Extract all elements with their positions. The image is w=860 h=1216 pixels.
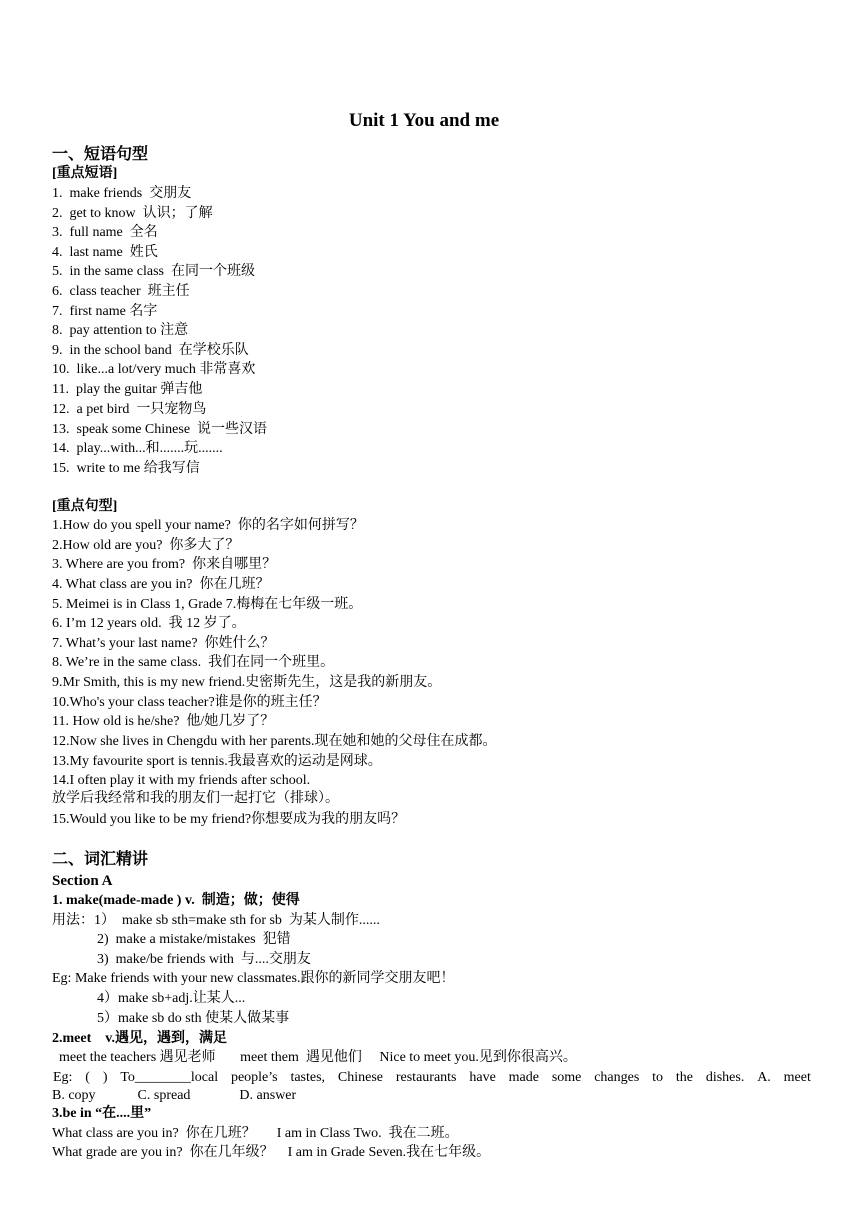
sentence-item: 2.How old are you? 你多大了？ bbox=[52, 538, 240, 553]
question-word: A. bbox=[757, 1070, 771, 1085]
sentence-item: 8. We’re in the same class. 我们在同一个班里。 bbox=[52, 655, 335, 670]
entry-be-in-example: What class are you in? 你在几班？ I am in Class Two. 我在二班。 bbox=[52, 1126, 459, 1141]
sentence-item: 10.Who's your class teacher?谁是你的班主任？ bbox=[52, 695, 327, 710]
question-word: people’s bbox=[230, 1070, 278, 1085]
sentence-item: 15.Would you like to be my friend?你想要成为我的朋友吗？ bbox=[52, 812, 406, 827]
sentence-item: 13.My favourite sport is tennis.我最喜欢的运动是网球。 bbox=[52, 754, 382, 769]
question-word: To________local bbox=[120, 1070, 219, 1085]
phrase-item: 10. like...a lot/very much 非常喜欢 bbox=[52, 362, 256, 377]
question-word: made bbox=[508, 1070, 539, 1085]
question-word: ) bbox=[102, 1070, 108, 1085]
phrase-item: 5. in the same class 在同一个班级 bbox=[52, 264, 255, 279]
phrase-item: 14. play...with...和.......玩....... bbox=[52, 441, 223, 456]
sentence-item: 14.I often play it with my friends after school. bbox=[52, 773, 311, 788]
entry-make-title: 1. make(made-made ) v. 制造；做；使得 bbox=[52, 893, 300, 908]
question-word: ( bbox=[85, 1070, 90, 1085]
phrase-item: 2. get to know 认识；了解 bbox=[52, 206, 213, 221]
phrase-item: 8. pay attention to 注意 bbox=[52, 323, 189, 338]
key-phrases-heading: [重点短语] bbox=[52, 166, 118, 181]
phrase-item: 15. write to me 给我写信 bbox=[52, 461, 200, 476]
entry-meet-examples: meet the teachers 遇见老师 meet them 遇见他们 Nice to meet you.见到你很高兴。 bbox=[52, 1050, 577, 1065]
entry-meet-title: 2.meet v.遇见，遇到，满足 bbox=[52, 1031, 227, 1046]
document-title: Unit 1 You and me bbox=[348, 110, 500, 131]
sentence-item: 3. Where are you from? 你来自哪里？ bbox=[52, 557, 277, 572]
phrase-item: 13. speak some Chinese 说一些汉语 bbox=[52, 422, 268, 437]
entry-be-in-title: 3.be in “在....里” bbox=[52, 1106, 152, 1121]
entry-be-in-example: What grade are you in? 你在几年级？ I am in Grade Seven.我在七年级。 bbox=[52, 1145, 491, 1160]
phrase-item: 6. class teacher 班主任 bbox=[52, 284, 190, 299]
question-word: Chinese bbox=[337, 1070, 384, 1085]
phrase-item: 11. play the guitar 弹吉他 bbox=[52, 382, 203, 397]
sentence-item: 4. What class are you in? 你在几班？ bbox=[52, 577, 270, 592]
question-word: tastes, bbox=[290, 1070, 326, 1085]
phrase-item: 3. full name 全名 bbox=[52, 225, 158, 240]
question-word: the bbox=[675, 1070, 693, 1085]
question-word: restaurants bbox=[395, 1070, 457, 1085]
question-word: Eg: bbox=[53, 1070, 73, 1085]
question-word: changes bbox=[594, 1070, 640, 1085]
sentence-item: 11. How old is he/she? 他/她几岁了？ bbox=[52, 714, 275, 729]
sentence-item: 1.How do you spell your name? 你的名字如何拼写？ bbox=[52, 518, 364, 533]
phrase-item: 12. a pet bird 一只宠物鸟 bbox=[52, 402, 207, 417]
sentence-item: 5. Meimei is in Class 1, Grade 7.梅梅在七年级一班。 bbox=[52, 597, 363, 612]
question-word: some bbox=[551, 1070, 582, 1085]
entry-make-usage: 4）make sb+adj.让某人... bbox=[97, 991, 246, 1006]
entry-make-usage: 3) make/be friends with 与....交朋友 bbox=[97, 952, 311, 967]
key-sentences-heading: [重点句型] bbox=[52, 499, 118, 514]
question-word: to bbox=[652, 1070, 664, 1085]
entry-meet-exercise-question bbox=[53, 1069, 811, 1087]
sentence-item: 7. What’s your last name? 你姓什么？ bbox=[52, 636, 275, 651]
entry-make-usage: 用法：1） make sb sth=make sth for sb 为某人制作...... bbox=[52, 913, 380, 928]
section-heading-vocabulary: 二、词汇精讲 bbox=[52, 851, 149, 868]
entry-make-usage: 2) make a mistake/mistakes 犯错 bbox=[97, 932, 291, 947]
phrase-item: 4. last name 姓氏 bbox=[52, 245, 158, 260]
question-word: meet bbox=[783, 1070, 811, 1085]
question-word: dishes. bbox=[705, 1070, 745, 1085]
sentence-item: 12.Now she lives in Chengdu with her parents.现在她和她的父母住在成都。 bbox=[52, 734, 497, 749]
phrase-item: 9. in the school band 在学校乐队 bbox=[52, 343, 249, 358]
question-word: have bbox=[469, 1070, 496, 1085]
phrase-item: 7. first name 名字 bbox=[52, 304, 158, 319]
entry-meet-exercise-options: B. copy C. spread D. answer bbox=[52, 1088, 297, 1103]
section-a-heading: Section A bbox=[52, 873, 113, 889]
section-heading-phrases-sentences: 一、短语句型 bbox=[52, 146, 149, 163]
entry-make-usage: 5）make sb do sth 使某人做某事 bbox=[97, 1011, 290, 1026]
sentence-item: 9.Mr Smith, this is my new friend.史密斯先生，这是我的新朋友。 bbox=[52, 675, 442, 690]
sentence-item: 放学后我经常和我的朋友们一起打它（排球）。 bbox=[52, 791, 339, 806]
entry-make-example: Eg: Make friends with your new classmates.跟你的新同学交朋友吧！ bbox=[52, 971, 455, 986]
sentence-item: 6. I’m 12 years old. 我 12 岁了。 bbox=[52, 616, 246, 631]
phrase-item: 1. make friends 交朋友 bbox=[52, 186, 192, 201]
